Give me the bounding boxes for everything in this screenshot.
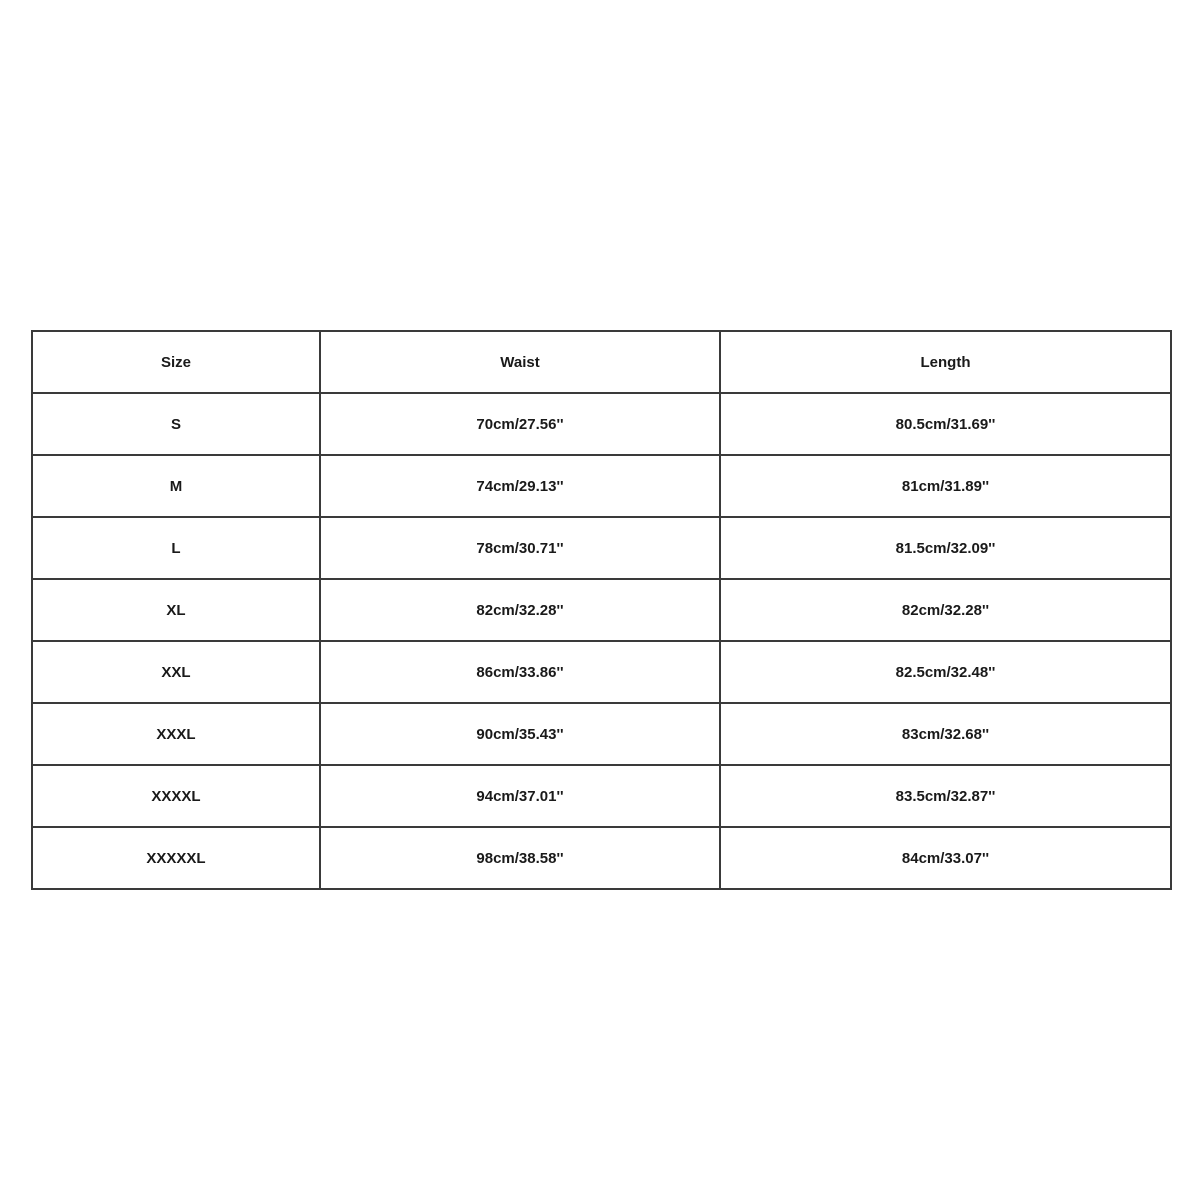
cell-size: S xyxy=(32,393,320,455)
cell-waist: 78cm/30.71'' xyxy=(320,517,720,579)
cell-waist: 90cm/35.43'' xyxy=(320,703,720,765)
cell-length: 83.5cm/32.87'' xyxy=(720,765,1171,827)
table-row xyxy=(32,765,1171,827)
table-header-row xyxy=(32,331,1171,393)
cell-size: L xyxy=(32,517,320,579)
header-size: Size xyxy=(32,331,320,393)
cell-waist: 70cm/27.56'' xyxy=(320,393,720,455)
cell-size: XXL xyxy=(32,641,320,703)
header-length: Length xyxy=(720,331,1171,393)
cell-waist: 94cm/37.01'' xyxy=(320,765,720,827)
cell-waist: 98cm/38.58'' xyxy=(320,827,720,889)
table-row xyxy=(32,641,1171,703)
table-row xyxy=(32,455,1171,517)
size-chart-table xyxy=(31,330,1172,890)
cell-size: M xyxy=(32,455,320,517)
table-row xyxy=(32,393,1171,455)
cell-length: 80.5cm/31.69'' xyxy=(720,393,1171,455)
cell-size: XXXXXL xyxy=(32,827,320,889)
cell-length: 83cm/32.68'' xyxy=(720,703,1171,765)
cell-length: 82cm/32.28'' xyxy=(720,579,1171,641)
cell-size: XL xyxy=(32,579,320,641)
cell-waist: 74cm/29.13'' xyxy=(320,455,720,517)
cell-waist: 86cm/33.86'' xyxy=(320,641,720,703)
cell-waist: 82cm/32.28'' xyxy=(320,579,720,641)
table-row xyxy=(32,703,1171,765)
table-row xyxy=(32,827,1171,889)
cell-size: XXXXL xyxy=(32,765,320,827)
table-row xyxy=(32,579,1171,641)
table-row xyxy=(32,517,1171,579)
cell-length: 82.5cm/32.48'' xyxy=(720,641,1171,703)
header-waist: Waist xyxy=(320,331,720,393)
cell-length: 81cm/31.89'' xyxy=(720,455,1171,517)
cell-size: XXXL xyxy=(32,703,320,765)
cell-length: 81.5cm/32.09'' xyxy=(720,517,1171,579)
cell-length: 84cm/33.07'' xyxy=(720,827,1171,889)
